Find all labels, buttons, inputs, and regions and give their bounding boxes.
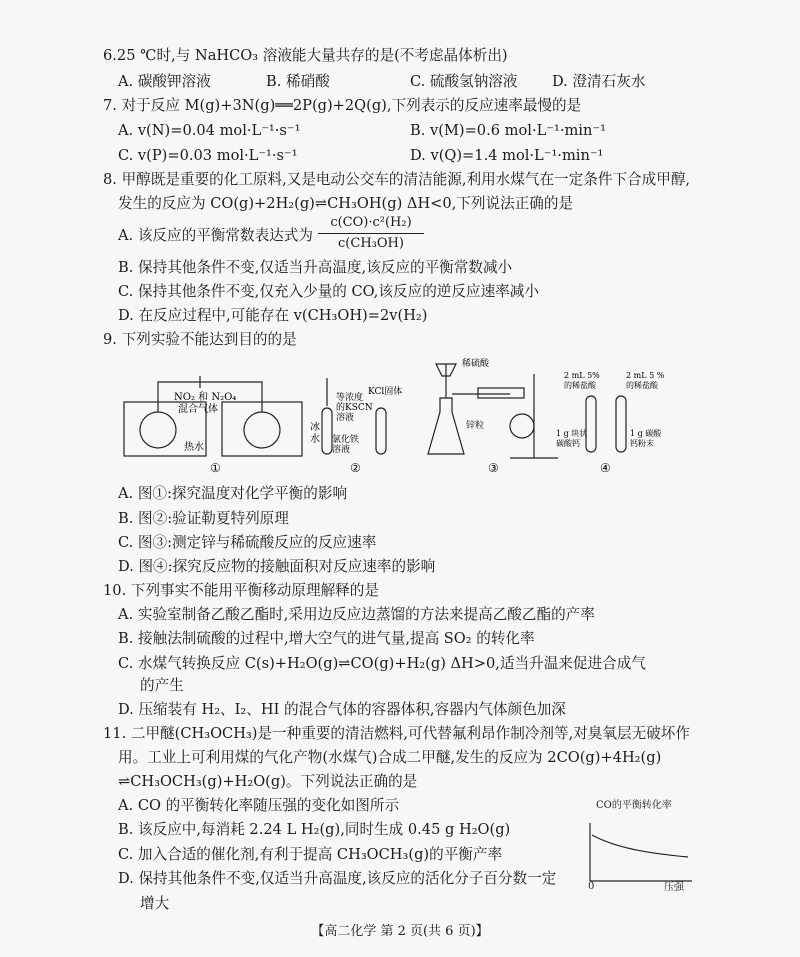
q7-option-d: D. v(Q)=1.4 mol·L⁻¹·min⁻¹ [410, 147, 604, 164]
q6-option-a: A. 碳酸钾溶液 [118, 73, 211, 90]
q11-option-d-line1: D. 保持其他条件不变,仅适当升高温度,该反应的活化分子百分数一定 [118, 870, 557, 887]
q11-option-d-line2: 增大 [140, 895, 170, 912]
q11-stem-line1: 11. 二甲醚(CH₃OCH₃)是一种重要的清洁燃料,可代替氟利昂作制冷剂等,对臭氧层无破坏作 [103, 725, 690, 742]
syringe [478, 388, 524, 398]
page-footer: 【高二化学 第 2 页(共 6 页)】 [311, 924, 489, 939]
q8-option-c: C. 保持其他条件不变,仅充入少量的 CO,该反应的逆反应速率减小 [118, 283, 539, 300]
q8-fraction [318, 214, 424, 253]
q9-experiment-figures [118, 354, 688, 476]
q9-stem: 9. 下列实验不能达到目的的是 [103, 331, 297, 348]
q10-option-b: B. 接触法制硫酸的过程中,增大空气的进气量,提高 SO₂ 的转化率 [118, 630, 535, 647]
fig1-hot-water-label: 热水 [184, 442, 204, 453]
co-conversion-curve [592, 835, 688, 857]
fig1-number: ① [210, 461, 221, 475]
test-tube-powder [616, 396, 626, 452]
q9-option-b: B. 图②:验证勒夏特列原理 [118, 510, 289, 527]
q10-stem: 10. 下列事实不能用平衡移动原理解释的是 [103, 582, 379, 599]
flask-right [244, 412, 280, 448]
q9-option-c: C. 图③:测定锌与稀硫酸反应的反应速率 [118, 534, 377, 551]
q6-stem: 6.25 ℃时,与 NaHCO₃ 溶液能大量共存的是(不考虑晶体析出) [103, 47, 508, 64]
fig2-kscn-label-3: 溶液 [336, 413, 355, 423]
fig1-ice-label: 冰 [310, 422, 320, 433]
fig1-water-label: 水 [310, 434, 320, 445]
figure-4-apparatus [586, 396, 626, 452]
conical-flask [428, 398, 464, 454]
fig1-gas-label-2: 混合气体 [178, 404, 218, 415]
q8-stem-line1: 8. 甲醇既是重要的化工原料,又是电动公交车的清洁能源,利用水煤气在一定条件下合成甲醇, [103, 171, 691, 188]
q11-stem-line2: 用。工业上可利用煤的气化产物(水煤气)合成二甲醚,发生的反应为 2CO(g)+4H₂(g) [118, 749, 662, 766]
fig2-kscn-label-1: 等浓度 [336, 393, 364, 403]
q11-option-a: A. CO 的平衡转化率随压强的变化如图所示 [118, 797, 400, 814]
q11-option-b: B. 该反应中,每消耗 2.24 L H₂(g),同时生成 0.45 g H₂O(g) [118, 821, 511, 838]
test-tube-left [322, 408, 332, 454]
q8-stem-line2: 发生的反应为 CO(g)+2H₂(g)⇌CH₃OH(g) ΔH<0,下列说法正确的是 [118, 195, 574, 212]
q8-fraction-numerator: c(CO)·c²(H₂) [330, 215, 412, 230]
fig4-left-acid-1: 2 mL 5% [564, 371, 600, 380]
fig3-number: ③ [488, 461, 499, 475]
q9-option-d: D. 图④:探究反应物的接触面积对反应速率的影响 [118, 558, 436, 575]
q7-stem: 7. 对于反应 M(g)+3N(g)══2P(g)+2Q(g),下列表示的反应速率最慢的是 [103, 97, 582, 114]
q10-option-c-line1: C. 水煤气转换反应 C(s)+H₂O(g)⇌CO(g)+H₂(g) ΔH>0,适当升温来促进合成气 [118, 655, 646, 672]
fig2-kcl-label: KCl固体 [368, 387, 403, 397]
stopwatch [510, 414, 534, 438]
q10-option-d: D. 压缩装有 H₂、I₂、HI 的混合气体的容器体积,容器内气体颜色加深 [118, 701, 566, 718]
fig4-right-acid-2: 的稀盐酸 [626, 381, 658, 390]
fig4-left-solid-1: 1 g 块状 [556, 429, 588, 438]
q6-option-c: C. 硫酸氢钠溶液 [410, 73, 518, 90]
fig2-fecl3-label-2: 溶液 [332, 445, 351, 455]
figure-3-apparatus [428, 364, 558, 458]
q7-option-c: C. v(P)=0.03 mol·L⁻¹·s⁻¹ [118, 147, 298, 164]
fig4-number: ④ [600, 461, 611, 475]
fig1-gas-label-1: NO₂ 和 N₂O₄ [174, 392, 237, 403]
q8-option-d: D. 在反应过程中,可能存在 v(CH₃OH)=2v(H₂) [118, 307, 428, 324]
q11-stem-line3: ⇌CH₃OCH₃(g)+H₂O(g)。下列说法正确的是 [118, 773, 418, 790]
fig4-left-solid-2: 碳酸钙 [556, 439, 580, 448]
q7-option-a: A. v(N)=0.04 mol·L⁻¹·s⁻¹ [118, 122, 301, 139]
fig2-fecl3-label-1: 氯化铁 [332, 435, 360, 445]
q11-graph [584, 823, 702, 891]
fig2-kscn-label-2: 的KSCN [336, 403, 373, 413]
flask-left [140, 412, 176, 448]
q11-graph-ylabel: CO的平衡转化率 [596, 800, 672, 811]
q8-option-b: B. 保持其他条件不变,仅适当升高温度,该反应的平衡常数减小 [118, 259, 513, 276]
q6-option-b: B. 稀硝酸 [266, 73, 330, 90]
q6-option-d: D. 澄清石灰水 [552, 73, 646, 90]
q11-option-c: C. 加入合适的催化剂,有利于提高 CH₃OCH₃(g)的平衡产率 [118, 846, 503, 863]
fig3-zinc-label: 锌粒 [466, 421, 485, 431]
fig2-number: ② [350, 461, 361, 475]
fig3-acid-label: 稀硫酸 [462, 359, 490, 369]
q10-option-a: A. 实验室制备乙酸乙酯时,采用边反应边蒸馏的方法来提高乙酸乙酯的产率 [118, 606, 595, 623]
fig4-right-solid-1: 1 g 碳酸 [630, 429, 662, 438]
q8-option-a-text: A. 该反应的平衡常数表达式为 [118, 227, 313, 244]
figure-1-apparatus [124, 376, 302, 456]
q11-graph-origin: 0 [588, 881, 595, 892]
q9-option-a: A. 图①:探究温度对化学平衡的影响 [118, 485, 348, 502]
q7-option-b: B. v(M)=0.6 mol·L⁻¹·min⁻¹ [410, 122, 606, 139]
fraction-bar [318, 233, 424, 234]
test-tube-right [376, 408, 386, 454]
q11-graph-xlabel: 压强 [664, 882, 684, 893]
q8-fraction-denominator: c(CH₃OH) [338, 236, 404, 251]
fig4-left-acid-2: 的稀盐酸 [564, 381, 596, 390]
q10-option-c-line2: 的产生 [140, 677, 184, 694]
fig4-right-acid-1: 2 mL 5 % [626, 371, 665, 380]
test-tube-bulk [586, 396, 596, 452]
fig4-right-solid-2: 钙粉末 [630, 439, 654, 448]
